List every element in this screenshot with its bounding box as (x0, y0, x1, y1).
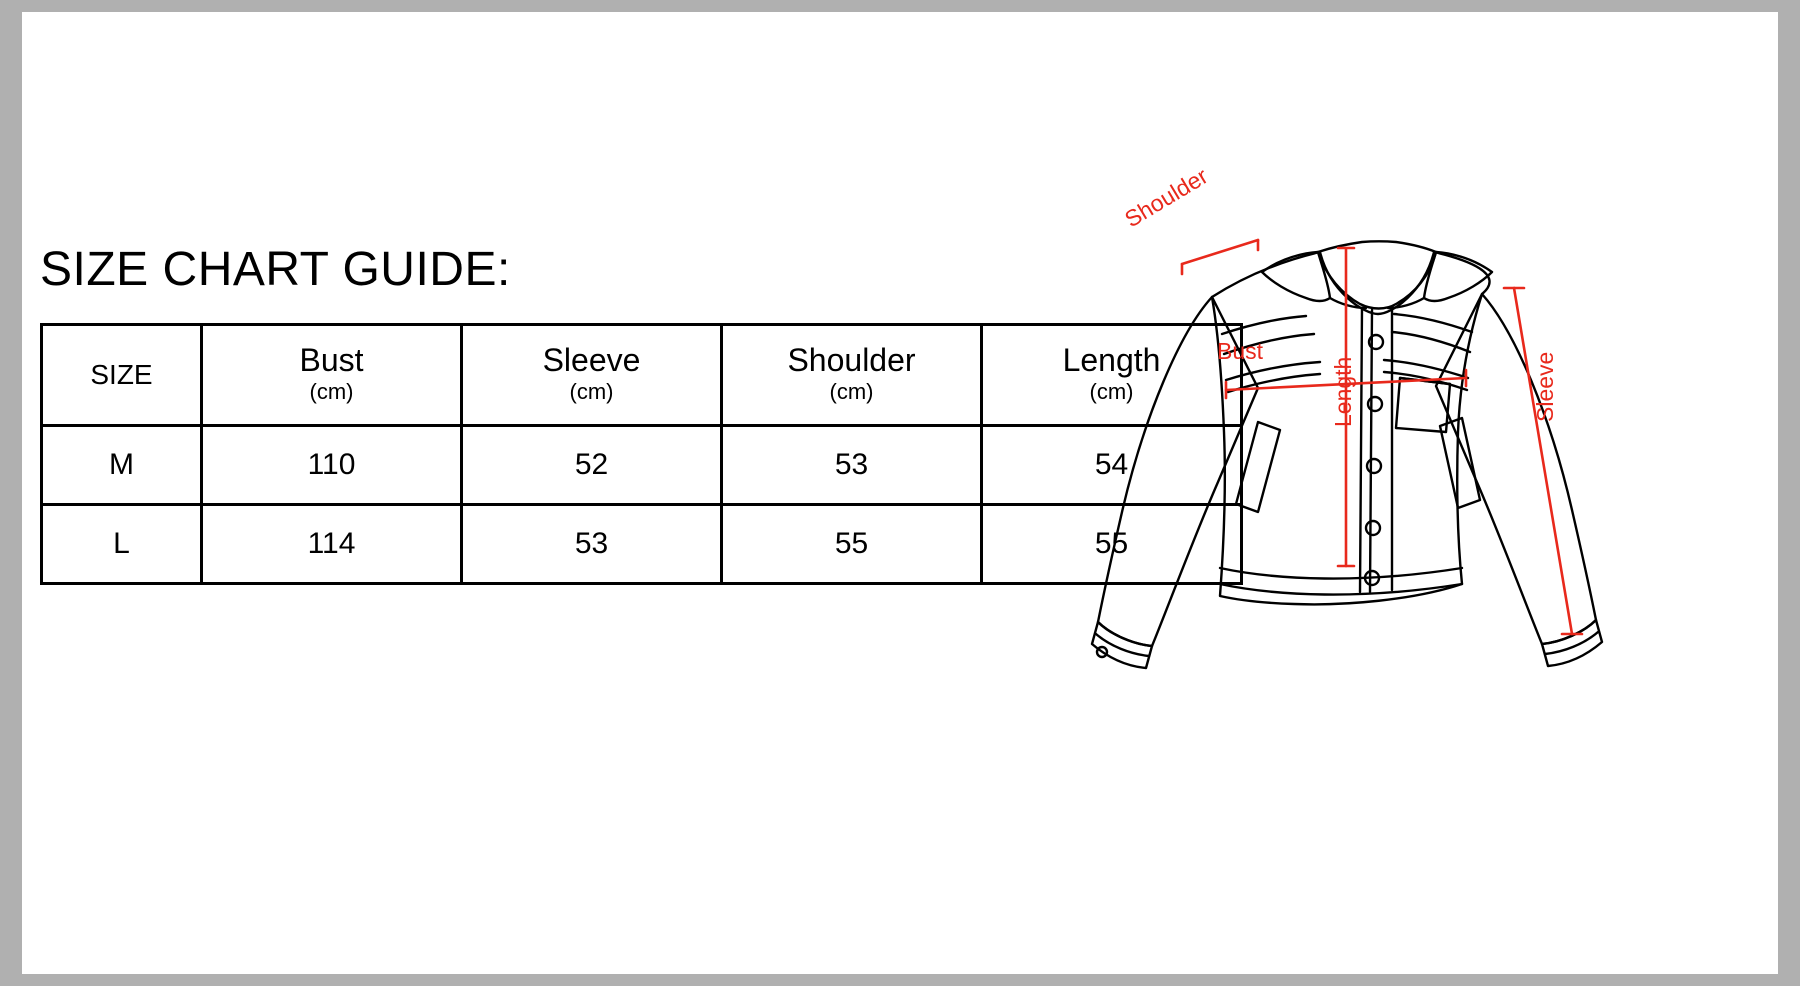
column-header-shoulder-unit: (cm) (829, 378, 874, 404)
column-header-size (42, 325, 202, 426)
measure-label-sleeve: Sleeve (1532, 351, 1558, 422)
column-header-length-label: Length (1062, 341, 1161, 378)
cell-size: M (42, 426, 202, 505)
jacket-flat-drawing (1062, 182, 1762, 712)
jacket-illustration (1062, 162, 1762, 712)
cell-length: 54 (982, 426, 1242, 505)
column-header-bust (202, 325, 462, 426)
measure-label-shoulder: Shoulder (1120, 162, 1213, 233)
cell-length: 55 (982, 505, 1242, 584)
cell-sleeve: 53 (462, 505, 722, 584)
column-header-length-unit: (cm) (1089, 378, 1134, 404)
cell-bust: 110 (202, 426, 462, 505)
column-header-sleeve-label: Sleeve (542, 341, 641, 378)
page-title: SIZE CHART GUIDE: (40, 243, 511, 296)
cell-bust: 114 (202, 505, 462, 584)
column-header-bust-label: Bust (299, 341, 364, 378)
cell-shoulder: 55 (722, 505, 982, 584)
column-header-bust-unit: (cm) (309, 378, 354, 404)
column-header-sleeve (462, 325, 722, 426)
column-header-shoulder-label: Shoulder (787, 341, 916, 378)
cell-size: L (42, 505, 202, 584)
size-chart-canvas (22, 12, 1778, 974)
measure-label-bust: Bust (1217, 338, 1264, 364)
cell-shoulder: 53 (722, 426, 982, 505)
cell-sleeve: 52 (462, 426, 722, 505)
column-header-sleeve-unit: (cm) (569, 378, 614, 404)
measure-label-length: Length (1330, 356, 1356, 427)
column-header-size-label: SIZE (90, 359, 153, 390)
column-header-shoulder (722, 325, 982, 426)
